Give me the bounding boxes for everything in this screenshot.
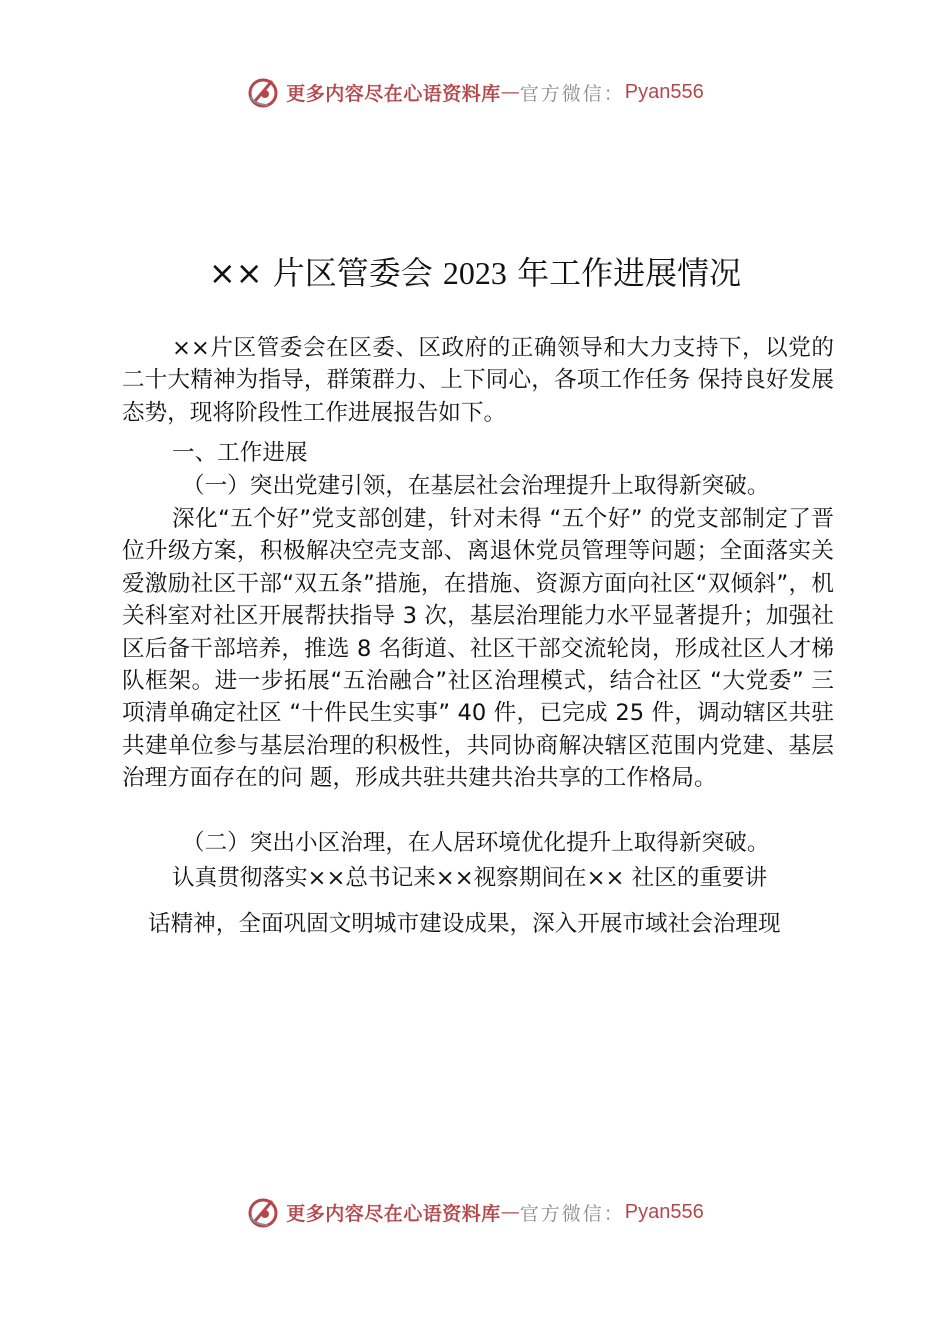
logo-icon [246,75,280,109]
banner-separator: — [500,1201,520,1223]
subsection-body-1: 深化“五个好”党支部创建，针对未得 “五个好” 的党支部制定了晋位升级方案，积极解决空壳支部、离退休党员管理等问题；全面落实关爱激励社区干部“双五条”措施，在措施、资源方面向社区“双倾斜”，机关科室对社区开展帮扶指导 3 次，基层治理能力水平显著提升；加强社区后备干部培养，推选 8 名街道、社区干部交流轮岗，形成社区人才梯队框架。进一步拓展“五治融合”社区治理模式，结合社区 “大党委” 三项清单确定社区 “十件民生实事” 40 件，已完成 25 件，调动辖区共驻共建单位参与基层治理的积极性，共同协商解决辖区范围内党建、基层治理方面存在的问 题，形成共驻共建共治共享的工作格局。 [122,506,834,792]
subsection-heading-1: （一）突出党建引领，在基层社会治理提升上取得新突破。 [182,473,770,499]
watermark-banner-bottom [0,1190,950,1234]
title-prefix: ×× 片区管委会 [208,254,443,292]
banner-wechat-id: Pyan556 [624,80,704,103]
document-title [0,248,950,294]
logo-icon [246,1195,280,1229]
banner-main-text: 更多内容尽在心语资料库 [286,82,501,105]
banner-wechat-label: 官方微信： [519,1202,625,1225]
banner-wechat-label: 官方微信： [519,82,625,105]
subsection-body-2-line2: 话精神，全面巩固文明城市建设成果，深入开展市域社会治理现 [148,911,781,937]
banner-main-text: 更多内容尽在心语资料库 [286,1202,501,1225]
subsection-body-2-line1: 认真贯彻落实××总书记来××视察期间在×× 社区的重要讲 [172,865,768,891]
watermark-banner-top [0,70,950,114]
subsection-heading-2: （二）突出小区治理，在人居环境优化提升上取得新突破。 [182,830,770,856]
section-heading: 一、工作进展 [172,440,308,466]
title-suffix: 年工作进展情况 [506,254,742,292]
banner-wechat-id: Pyan556 [624,1200,704,1223]
intro-paragraph: ××片区管委会在区委、区政府的正确领导和大力支持下，以党的二十大精神为指导，群策群力、上下同心，各项工作任务 保持良好发展态势，现将阶段性工作进展报告如下。 [122,335,834,426]
title-year: 2023 [442,255,507,291]
banner-separator: — [500,81,520,103]
